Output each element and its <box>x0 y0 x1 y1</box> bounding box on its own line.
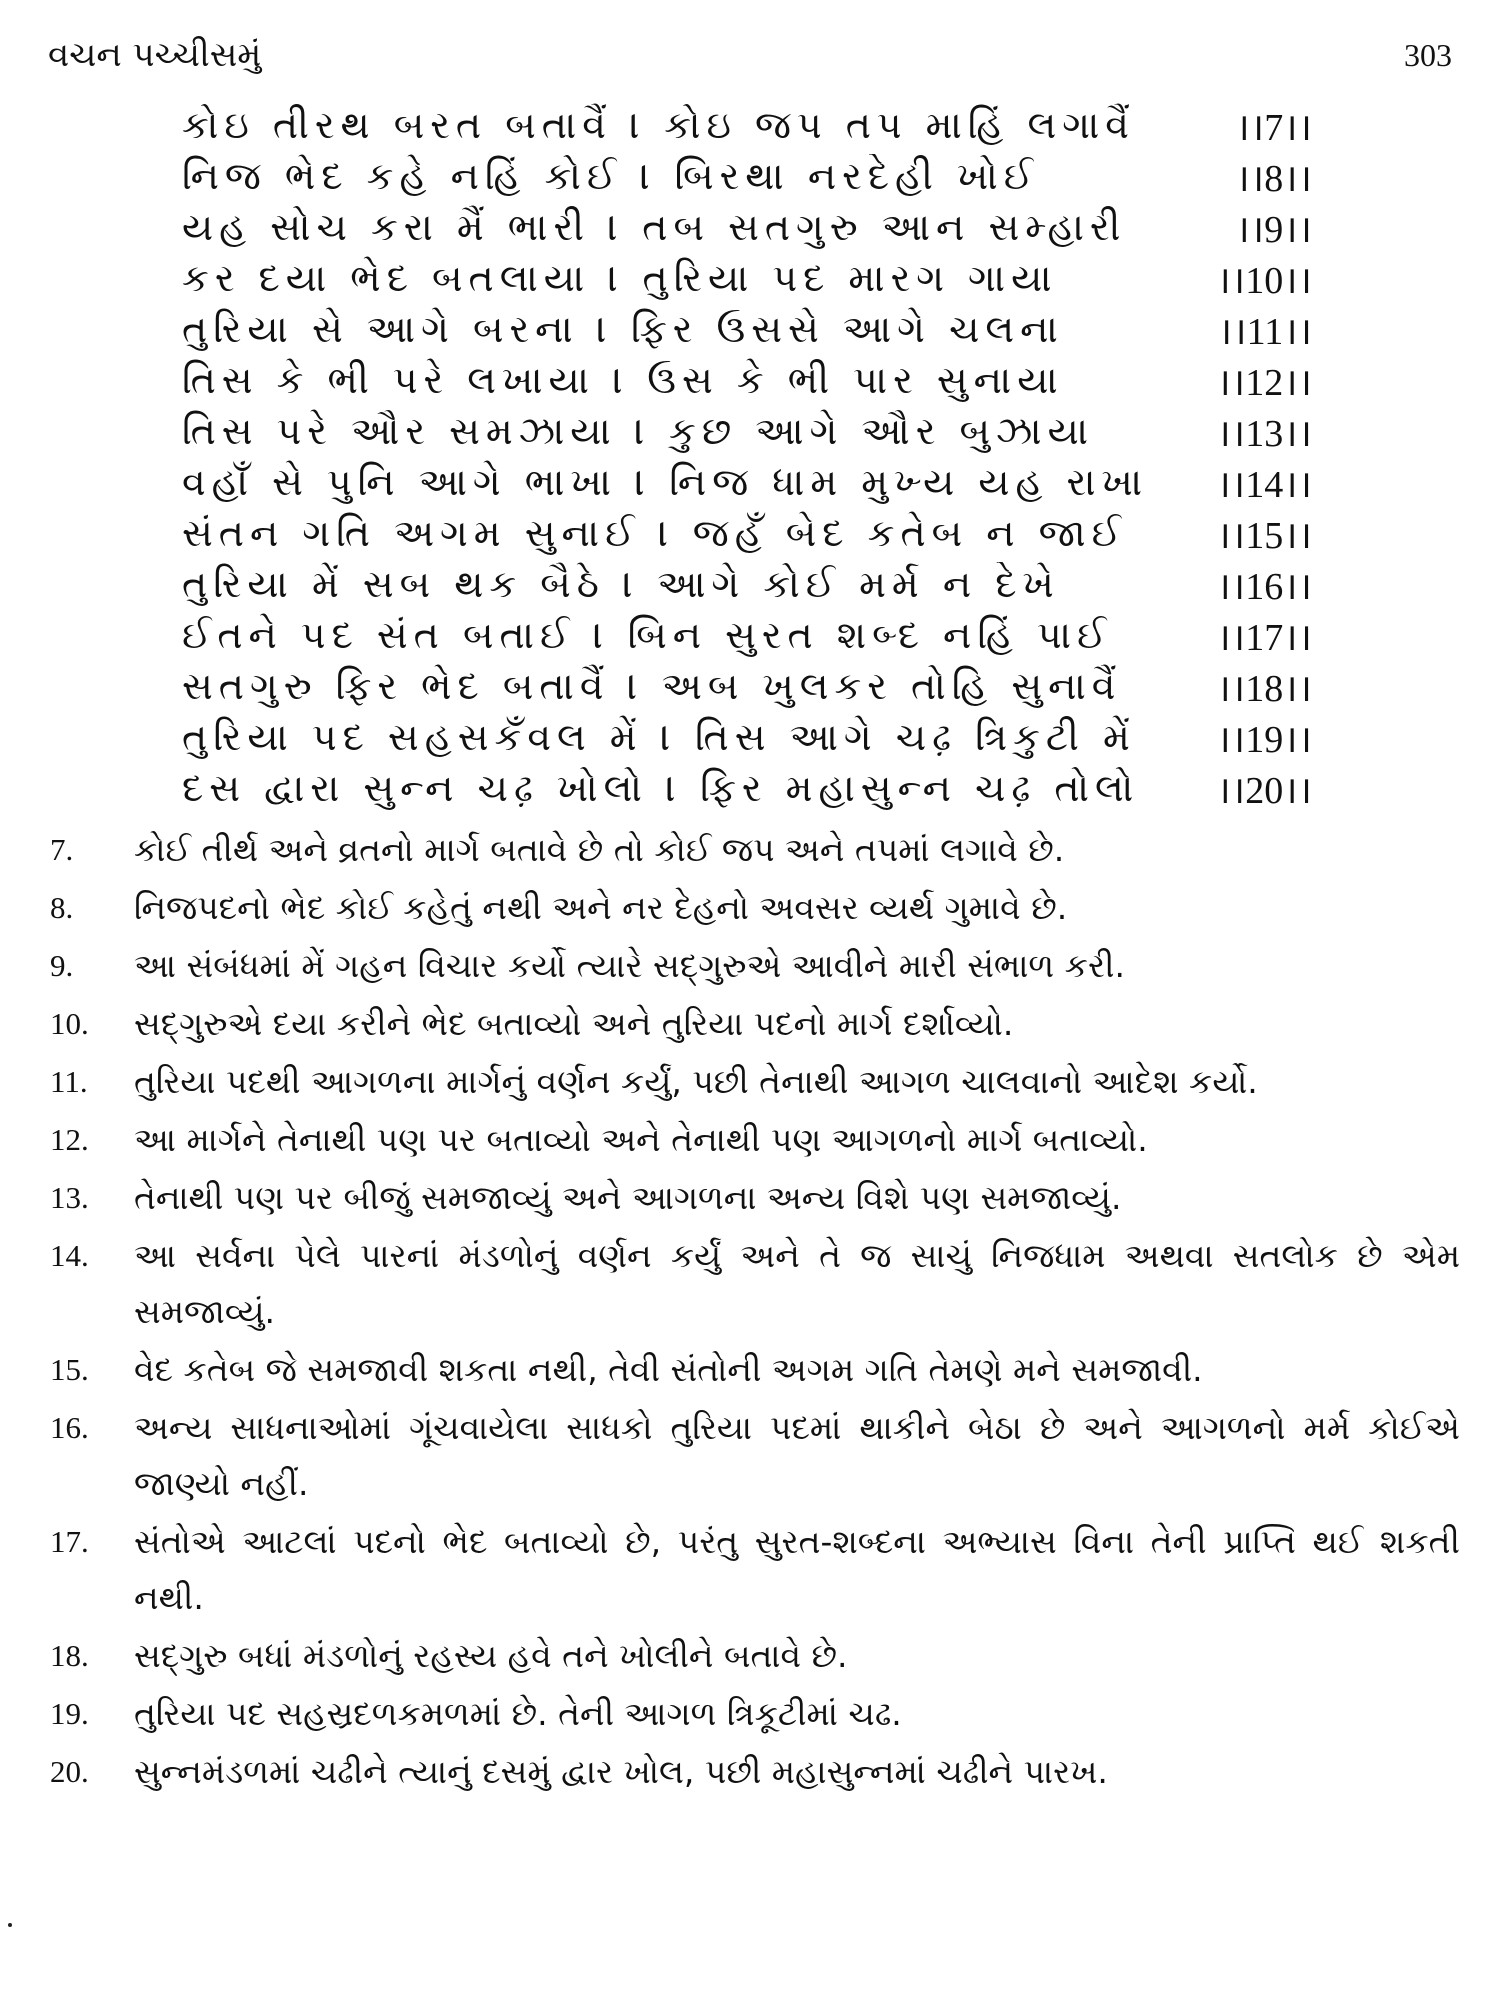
commentary-number: 15. <box>50 1352 89 1387</box>
commentary-text: નિજપદનો ભેદ કોઈ કહેતું નથી અને નર દેહનો અવસર વ્યર્થ ગુમાવે છે. <box>134 888 1068 927</box>
commentary-item <box>50 1400 1460 1512</box>
commentary-text: અન્ય સાધનાઓમાં ગૂંચવાયેલા સાધકો તુરિયા પદમાં થાકીને બેઠા છે અને આગળનો મર્મ કોઈએ જાણ્યો નહીં. <box>134 1408 1460 1503</box>
verse-text: નિજ ભેદ કહે નહિં કોઈ । બિરથા નરદેહી ખોઈ <box>182 154 1040 198</box>
verse-text: તુરિયા મેં સબ થક બૈઠે । આગે કોઈ મર્મ ન દેખે <box>182 562 1060 606</box>
commentary-item <box>50 1228 1460 1340</box>
page-header <box>48 30 1452 80</box>
verse-number: ।।13।। <box>1216 412 1312 455</box>
verse-line <box>182 763 1312 814</box>
verse-text: દસ દ્વારા સુન્ન ચઢ઼ ખોલો । ફિર મહાસુન્ન ચઢ઼ તોલો <box>182 766 1140 810</box>
verse-text: કર દયા ભેદ બતલાયા । તુરિયા પદ મારગ ગાયા <box>182 256 1058 300</box>
verse-line <box>182 304 1312 355</box>
commentary-text: તુરિયા પદથી આગળના માર્ગનું વર્ણન કર્યું, પછી તેનાથી આગળ ચાલવાનો આદેશ કર્યો. <box>134 1062 1258 1101</box>
verse-line <box>182 610 1312 661</box>
commentary-item <box>50 1054 1460 1110</box>
commentary-text: આ સર્વના પેલે પારનાં મંડળોનું વર્ણન કર્યું અને તે જ સાચું નિજધામ અથવા સતલોક છે એમ સમજાવ્યું. <box>134 1236 1460 1331</box>
commentary-list <box>50 822 1460 1802</box>
commentary-item <box>50 1628 1460 1684</box>
verse-number: ।।12।। <box>1216 361 1312 404</box>
commentary-text: તેનાથી પણ પર બીજું સમજાવ્યું અને આગળના અન્ય વિશે પણ સમજાવ્યું. <box>134 1178 1122 1217</box>
verse-text: ઈતને પદ સંત બતાઈ । બિન સુરત શબ્દ નહિં પાઈ <box>182 613 1113 657</box>
verse-number: ।।17।। <box>1216 616 1312 659</box>
commentary-text: તુરિયા પદ સહસ્રદળકમળમાં છે. તેની આગળ ત્રિકૂટીમાં ચઢ. <box>134 1694 902 1733</box>
commentary-text: વેદ કતેબ જે સમજાવી શકતા નથી, તેવી સંતોની અગમ ગતિ તેમણે મને સમજાવી. <box>134 1350 1203 1389</box>
commentary-number: 7. <box>50 832 74 867</box>
verse-number: ।।20।। <box>1216 769 1312 812</box>
commentary-item <box>50 822 1460 878</box>
verse-text: તુરિયા સે આગે બરના । ફિર ઉસસે આગે ચલના <box>182 307 1064 351</box>
verse-number: ।।10।। <box>1216 259 1312 302</box>
verse-number: ।।19।। <box>1216 718 1312 761</box>
commentary-item <box>50 1112 1460 1168</box>
verse-line <box>182 151 1312 202</box>
commentary-text: સદ્ગુરુ બધાં મંડળોનું રહસ્ય હવે તને ખોલીને બતાવે છે. <box>134 1636 848 1675</box>
verse-line <box>182 712 1312 763</box>
verse-number: ।।9।। <box>1235 208 1312 251</box>
verse-text: તિસ કે ભી પરે લખાયા । ઉસ કે ભી પાર સુનાયા <box>182 358 1064 402</box>
verse-number: ।।16।। <box>1216 565 1312 608</box>
commentary-number: 19. <box>50 1696 89 1731</box>
commentary-text: સદ્ગુરુએ દયા કરીને ભેદ બતાવ્યો અને તુરિયા પદનો માર્ગ દર્શાવ્યો. <box>134 1004 1014 1043</box>
commentary-text: સુન્નમંડળમાં ચઢીને ત્યાનું દસમું દ્વાર ખોલ, પછી મહાસુન્નમાં ચઢીને પારખ. <box>134 1752 1108 1791</box>
commentary-number: 14. <box>50 1238 89 1273</box>
commentary-number: 13. <box>50 1180 89 1215</box>
commentary-number: 12. <box>50 1122 89 1157</box>
verse-line <box>182 406 1312 457</box>
commentary-item <box>50 880 1460 936</box>
commentary-text: આ માર્ગને તેનાથી પણ પર બતાવ્યો અને તેનાથી પણ આગળનો માર્ગ બતાવ્યો. <box>134 1120 1148 1159</box>
verse-number: ।।11।। <box>1217 310 1312 353</box>
chapter-title: વચન પચ્ચીસમું <box>48 35 262 75</box>
verse-line <box>182 100 1312 151</box>
verse-text: સંતન ગતિ અગમ સુનાઈ । જહઁ બેદ કતેબ ન જાઈ <box>182 511 1127 555</box>
commentary-number: 20. <box>50 1754 89 1789</box>
verse-text: કોઇ તીરથ બરત બતાવૈં । કોઇ જપ તપ માહિં લગાવૈં <box>182 103 1135 147</box>
commentary-text: સંતોએ આટલાં પદનો ભેદ બતાવ્યો છે, પરંતુ સુરત-શબ્દના અભ્યાસ વિના તેની પ્રાપ્તિ થઈ શકતી નથી. <box>134 1522 1460 1617</box>
verse-line <box>182 253 1312 304</box>
verse-line <box>182 508 1312 559</box>
verse-number: ।।14।। <box>1216 463 1312 506</box>
commentary-number: 16. <box>50 1410 89 1445</box>
verse-line <box>182 457 1312 508</box>
commentary-number: 8. <box>50 890 74 925</box>
verse-line <box>182 559 1312 610</box>
verse-block <box>182 100 1312 814</box>
commentary-number: 9. <box>50 948 74 983</box>
verse-number: ।।8।। <box>1235 157 1312 200</box>
commentary-item <box>50 938 1460 994</box>
verse-number: ।।15।। <box>1216 514 1312 557</box>
commentary-item <box>50 996 1460 1052</box>
verse-text: તિસ પરે ઔર સમઝાયા । કુછ આગે ઔર બુઝાયા <box>182 409 1095 453</box>
commentary-number: 11. <box>50 1064 88 1099</box>
commentary-text: કોઈ તીર્થ અને વ્રતનો માર્ગ બતાવે છે તો કોઈ જપ અને તપમાં લગાવે છે. <box>134 830 1065 869</box>
verse-text: તુરિયા પદ સહસકઁવલ મેં । તિસ આગે ચઢ઼ ત્રિકુટી મેં <box>182 715 1136 759</box>
page-number: 303 <box>1404 36 1452 73</box>
verse-text: યહ સોચ કરા મૈં ભારી । તબ સતગુરુ આન સમ્હારી <box>182 205 1127 249</box>
commentary-item <box>50 1744 1460 1800</box>
commentary-number: 18. <box>50 1638 89 1673</box>
verse-text: વહાઁ સે પુનિ આગે ભાખા । નિજ ધામ મુખ્ય યહ રાખા <box>182 460 1149 504</box>
commentary-item <box>50 1514 1460 1626</box>
verse-line <box>182 355 1312 406</box>
commentary-item <box>50 1342 1460 1398</box>
verse-line <box>182 202 1312 253</box>
commentary-text: આ સંબંધમાં મેં ગહન વિચાર કર્યો ત્યારે સદ્ગુરુએ આવીને મારી સંભાળ કરી. <box>134 946 1125 985</box>
verse-number: ।।18।। <box>1216 667 1312 710</box>
commentary-item <box>50 1170 1460 1226</box>
verse-line <box>182 661 1312 712</box>
commentary-item <box>50 1686 1460 1742</box>
corner-mark <box>8 1923 12 1927</box>
commentary-number: 10. <box>50 1006 89 1041</box>
verse-number: ।।7।। <box>1235 106 1312 149</box>
verse-text: સતગુરુ ફિર ભેદ બતાવૈં । અબ ખુલકર તોહિ સુનાવૈં <box>182 664 1122 708</box>
commentary-number: 17. <box>50 1524 89 1559</box>
